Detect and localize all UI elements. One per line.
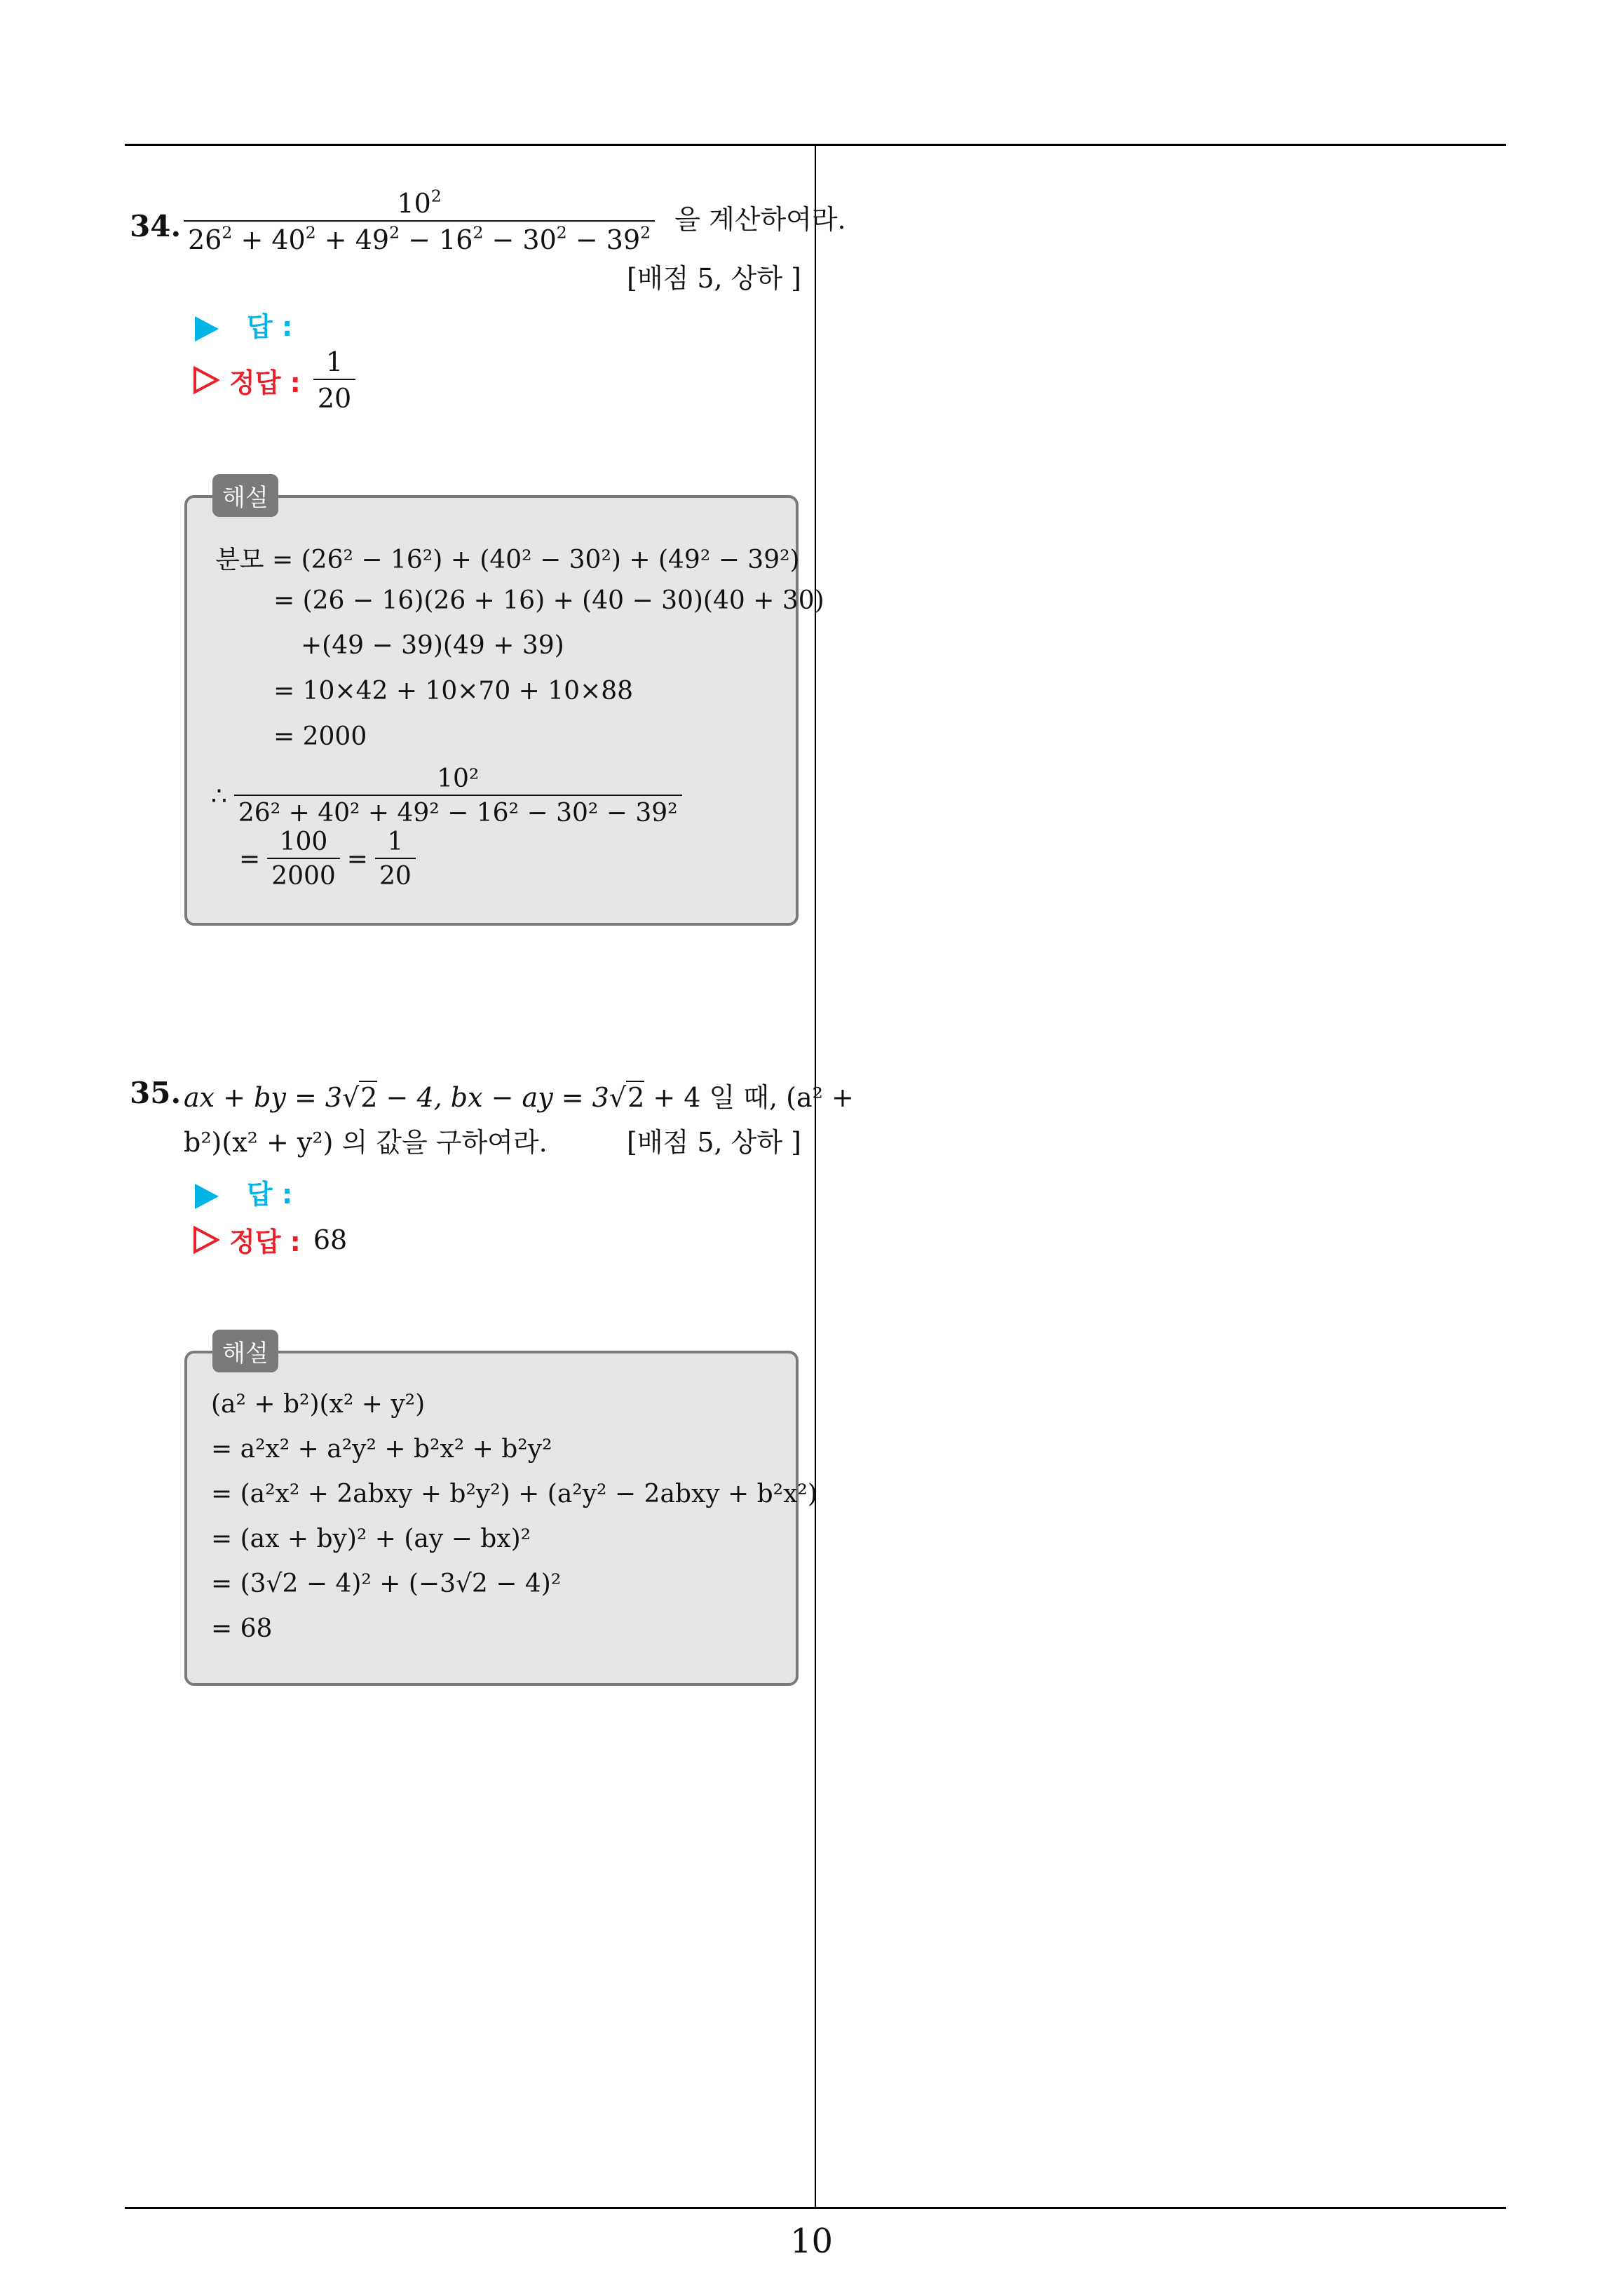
- q34-solution-line-2: = (26 − 16)(26 + 16) + (40 − 30)(40 + 30): [273, 586, 824, 615]
- q34-solution-line-5: = 2000: [273, 722, 367, 751]
- bottom-rule: [125, 2207, 1506, 2209]
- q34-solution-line-6: ∴ $\frac{\text{10²}}{\text{26² + 40² + 49² − 16² − 30² − 39²}}$: [211, 764, 682, 828]
- question-35-number: 35.: [130, 1076, 182, 1110]
- q35-solution-line-2: = a²x² + a²y² + b²x² + b²y²: [211, 1435, 552, 1464]
- q34-correct-row: [193, 346, 355, 414]
- q34-solution-line-3: +(49 − 39)(49 + 39): [301, 631, 564, 660]
- open-triangle-icon: [193, 366, 219, 394]
- q34-answer-label: 답 :: [247, 311, 293, 342]
- q34-correct-value: $\frac{1}{20}$: [313, 346, 355, 414]
- q35-correct-label: 정답 :: [229, 1227, 301, 1257]
- q35-solution-tag: 해설: [212, 1330, 278, 1372]
- q35-solution-line-6: = 68: [211, 1614, 273, 1643]
- q34-instruction: 을 계산하여라.: [674, 203, 846, 235]
- q34-solution-line-7: = $\frac{100}{2000}$ = $\frac{1}{20}$: [239, 828, 416, 891]
- q35-solution-box: [184, 1351, 817, 1686]
- q34-solution-box: [184, 495, 824, 926]
- q35-score: [배점 5, 상하 ]: [627, 1127, 801, 1158]
- question-34-expression: [184, 188, 846, 255]
- q35-correct-row: [193, 1220, 347, 1259]
- open-triangle-icon: [193, 1226, 219, 1254]
- q34-fraction: $10^2$ $26^2 + 40^2 + 49^2 - 16^2 - 30^2 - 39^2$: [184, 188, 655, 255]
- q34-answer-row: [195, 305, 292, 344]
- page-number: 10: [789, 2222, 834, 2261]
- q34-solution-line-4: = 10×42 + 10×70 + 10×88: [273, 677, 634, 705]
- q34-correct-label: 정답 :: [229, 367, 301, 398]
- q35-line-2: b²)(x² + y²) 의 값을 구하여라.: [184, 1127, 548, 1158]
- q35-answer-label: 답 :: [247, 1179, 293, 1210]
- q35-solution-line-5: = (3√2 − 4)² + (−3√2 − 4)²: [211, 1569, 562, 1598]
- q34-solution-tag: 해설: [212, 474, 278, 517]
- q34-score: [배점 5, 상하 ]: [627, 263, 801, 294]
- q35-correct-value: 68: [313, 1224, 348, 1255]
- q35-solution-line-3: = (a²x² + 2abxy + b²y²) + (a²y² − 2abxy + b²x²): [211, 1480, 817, 1508]
- q35-solution-line-1: (a² + b²)(x² + y²): [211, 1390, 426, 1419]
- q34-solution-line-1: 분모 = (26² − 16²) + (40² − 30²) + (49² − 39²): [215, 546, 800, 574]
- play-icon: [195, 316, 219, 342]
- question-34-number: 34.: [130, 209, 182, 243]
- q35-line-1: ax + by = 3√2 − 4, bx − ay = 3√2 + 4 일 때, (a² +: [184, 1082, 854, 1113]
- column-divider: [815, 144, 816, 2209]
- q35-solution-line-4: = (ax + by)² + (ay − bx)²: [211, 1525, 531, 1553]
- q35-answer-row: [195, 1173, 292, 1211]
- play-icon: [195, 1184, 219, 1209]
